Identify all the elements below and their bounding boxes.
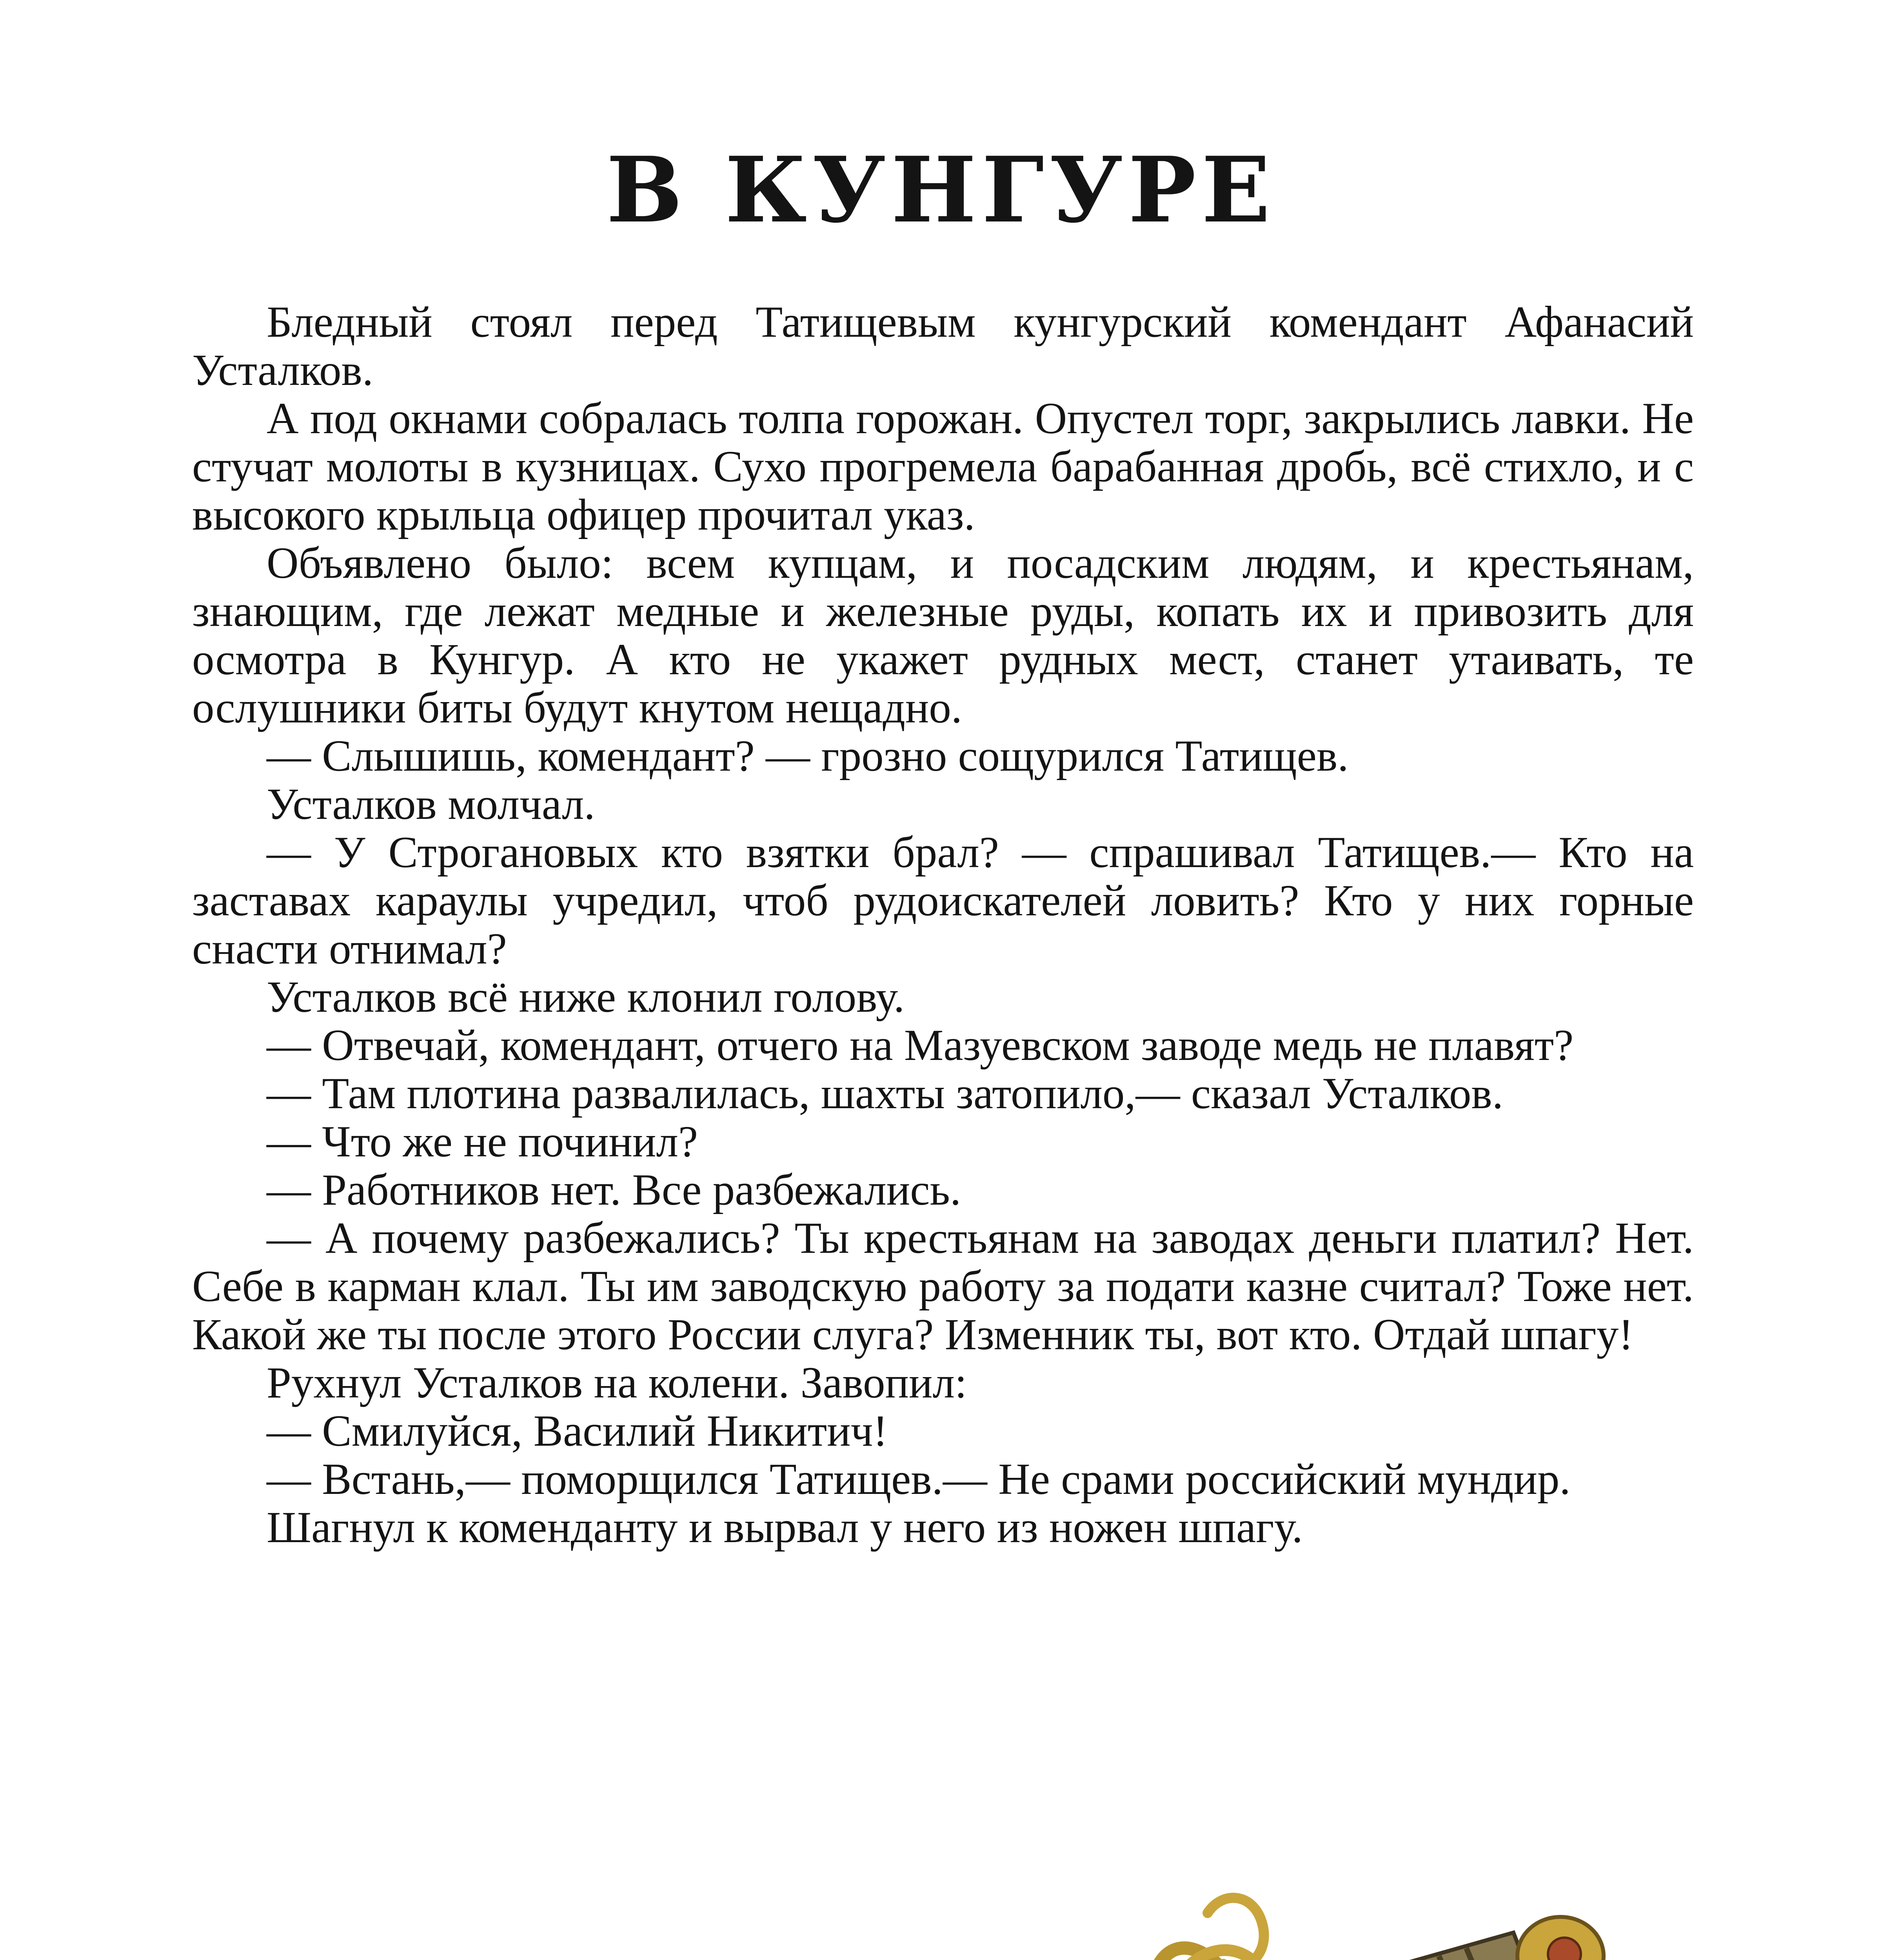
sword-pommel bbox=[1517, 1917, 1604, 1960]
paragraph: Объявлено было: всем купцам, и посадским людям, и крестьянам, знающим, где лежат медные и железные руды, копать их и привозить для осмотра в Кунгур. А кто не укажет рудных мест, станет утаивать, те ослушники биты будут кнутом нещадно. bbox=[192, 539, 1694, 732]
page-title: В КУНГУРЕ bbox=[606, 137, 1276, 243]
paragraph: — Смилуйся, Василий Никитич! bbox=[267, 1406, 888, 1455]
paragraph: А под окнами собралась толпа горожан. Опустел торг, закрылись лавки. Не стучат молоты в кузницах. Сухо прогремела барабанная дробь, всё стихло, и с высокого крыльца офицер прочитал указ. bbox=[192, 394, 1694, 539]
paragraph: Усталков молчал. bbox=[267, 780, 595, 829]
paragraph: Усталков всё ниже клонил голову. bbox=[267, 973, 905, 1022]
paragraph: — Встань,— поморщился Татищев.— Не срами российский мундир. bbox=[267, 1455, 1571, 1504]
paragraph: — Там плотина развалилась, шахты затопило,— сказал Усталков. bbox=[267, 1069, 1503, 1118]
paragraph: — Работников нет. Все разбежались. bbox=[267, 1165, 961, 1214]
paragraph: — У Строгановых кто взятки брал? — спрашивал Татищев.— Кто на заставах караулы учредил, чтоб рудоискателей ловить? Кто у них горные снасти отнимал? bbox=[192, 828, 1694, 973]
paragraph: — Слышишь, комендант? — грозно сощурился Татищев. bbox=[267, 731, 1349, 780]
sword-grip bbox=[1278, 1933, 1533, 1960]
paragraph: Бледный стоял перед Татищевым кунгурский комендант Афанасий Усталков. bbox=[192, 298, 1694, 395]
story-text bbox=[192, 298, 1694, 1552]
paragraph: — А почему разбежались? Ты крестьянам на заводах деньги платил? Нет. Себе в карман клал. Ты им заводскую работу за подати казне считал? Тоже нет. Какой же ты после этого России слуга? Изменник ты, вот кто. Отдай шпагу! bbox=[192, 1214, 1694, 1359]
sword-illustration bbox=[204, 1866, 1702, 1960]
paragraph: — Что же не починил? bbox=[267, 1117, 698, 1166]
paragraph: — Отвечай, комендант, отчего на Мазуевском заводе медь не плавят? bbox=[267, 1021, 1574, 1070]
paragraph: Рухнул Усталков на колени. Завопил: bbox=[267, 1358, 967, 1407]
sword-guard bbox=[1128, 1898, 1408, 1960]
paragraph: Шагнул к коменданту и вырвал у него из ножен шпагу. bbox=[267, 1503, 1303, 1552]
